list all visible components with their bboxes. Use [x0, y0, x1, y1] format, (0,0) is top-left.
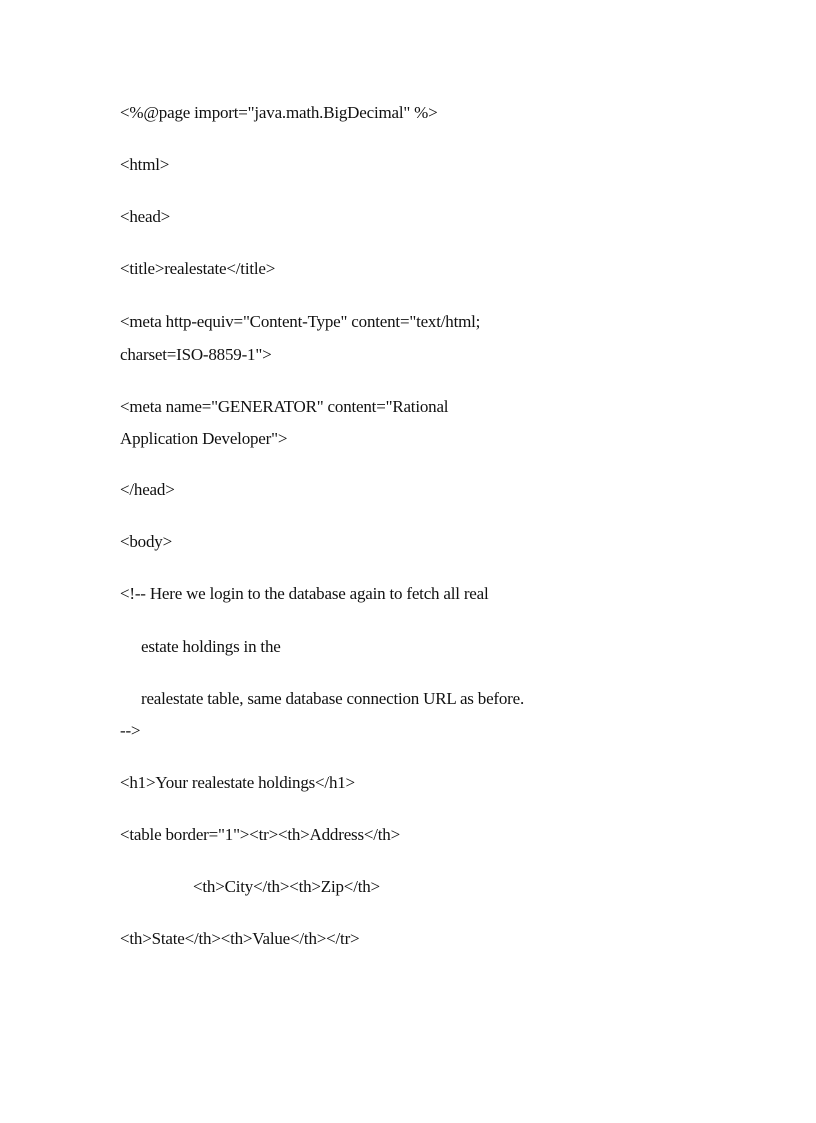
code-line-comment-body-1: estate holdings in the	[141, 637, 281, 656]
code-line-page-import: <%@page import="java.math.BigDecimal" %>	[120, 103, 438, 122]
code-line-comment-start: <!-- Here we login to the database again to fetch all real	[120, 584, 489, 603]
code-line-comment-body-2: realestate table, same database connection URL as before.	[141, 689, 525, 708]
code-line-h1: <h1>Your realestate holdings</h1>	[120, 773, 355, 792]
code-line-head-open: <head>	[120, 207, 171, 226]
code-line-html-open: <html>	[120, 155, 170, 174]
code-line-table-headers-1: <th>City</th><th>Zip</th>	[193, 877, 380, 896]
code-line-table-open: <table border="1"><tr><th>Address</th>	[120, 825, 400, 844]
code-line-comment-end: -->	[120, 721, 141, 740]
code-line-body-open: <body>	[120, 532, 172, 551]
code-line-meta-charset: charset=ISO-8859-1">	[120, 345, 272, 364]
code-line-table-headers-2: <th>State</th><th>Value</th></tr>	[120, 929, 360, 948]
code-line-title: <title>realestate</title>	[120, 259, 276, 278]
code-line-meta-generator-cont: Application Developer">	[120, 429, 288, 448]
code-line-meta-generator: <meta name="GENERATOR" content="Rational	[120, 397, 449, 416]
code-line-meta-content-type: <meta http-equiv="Content-Type" content="text/html;	[120, 312, 481, 331]
code-line-head-close: </head>	[120, 480, 175, 499]
